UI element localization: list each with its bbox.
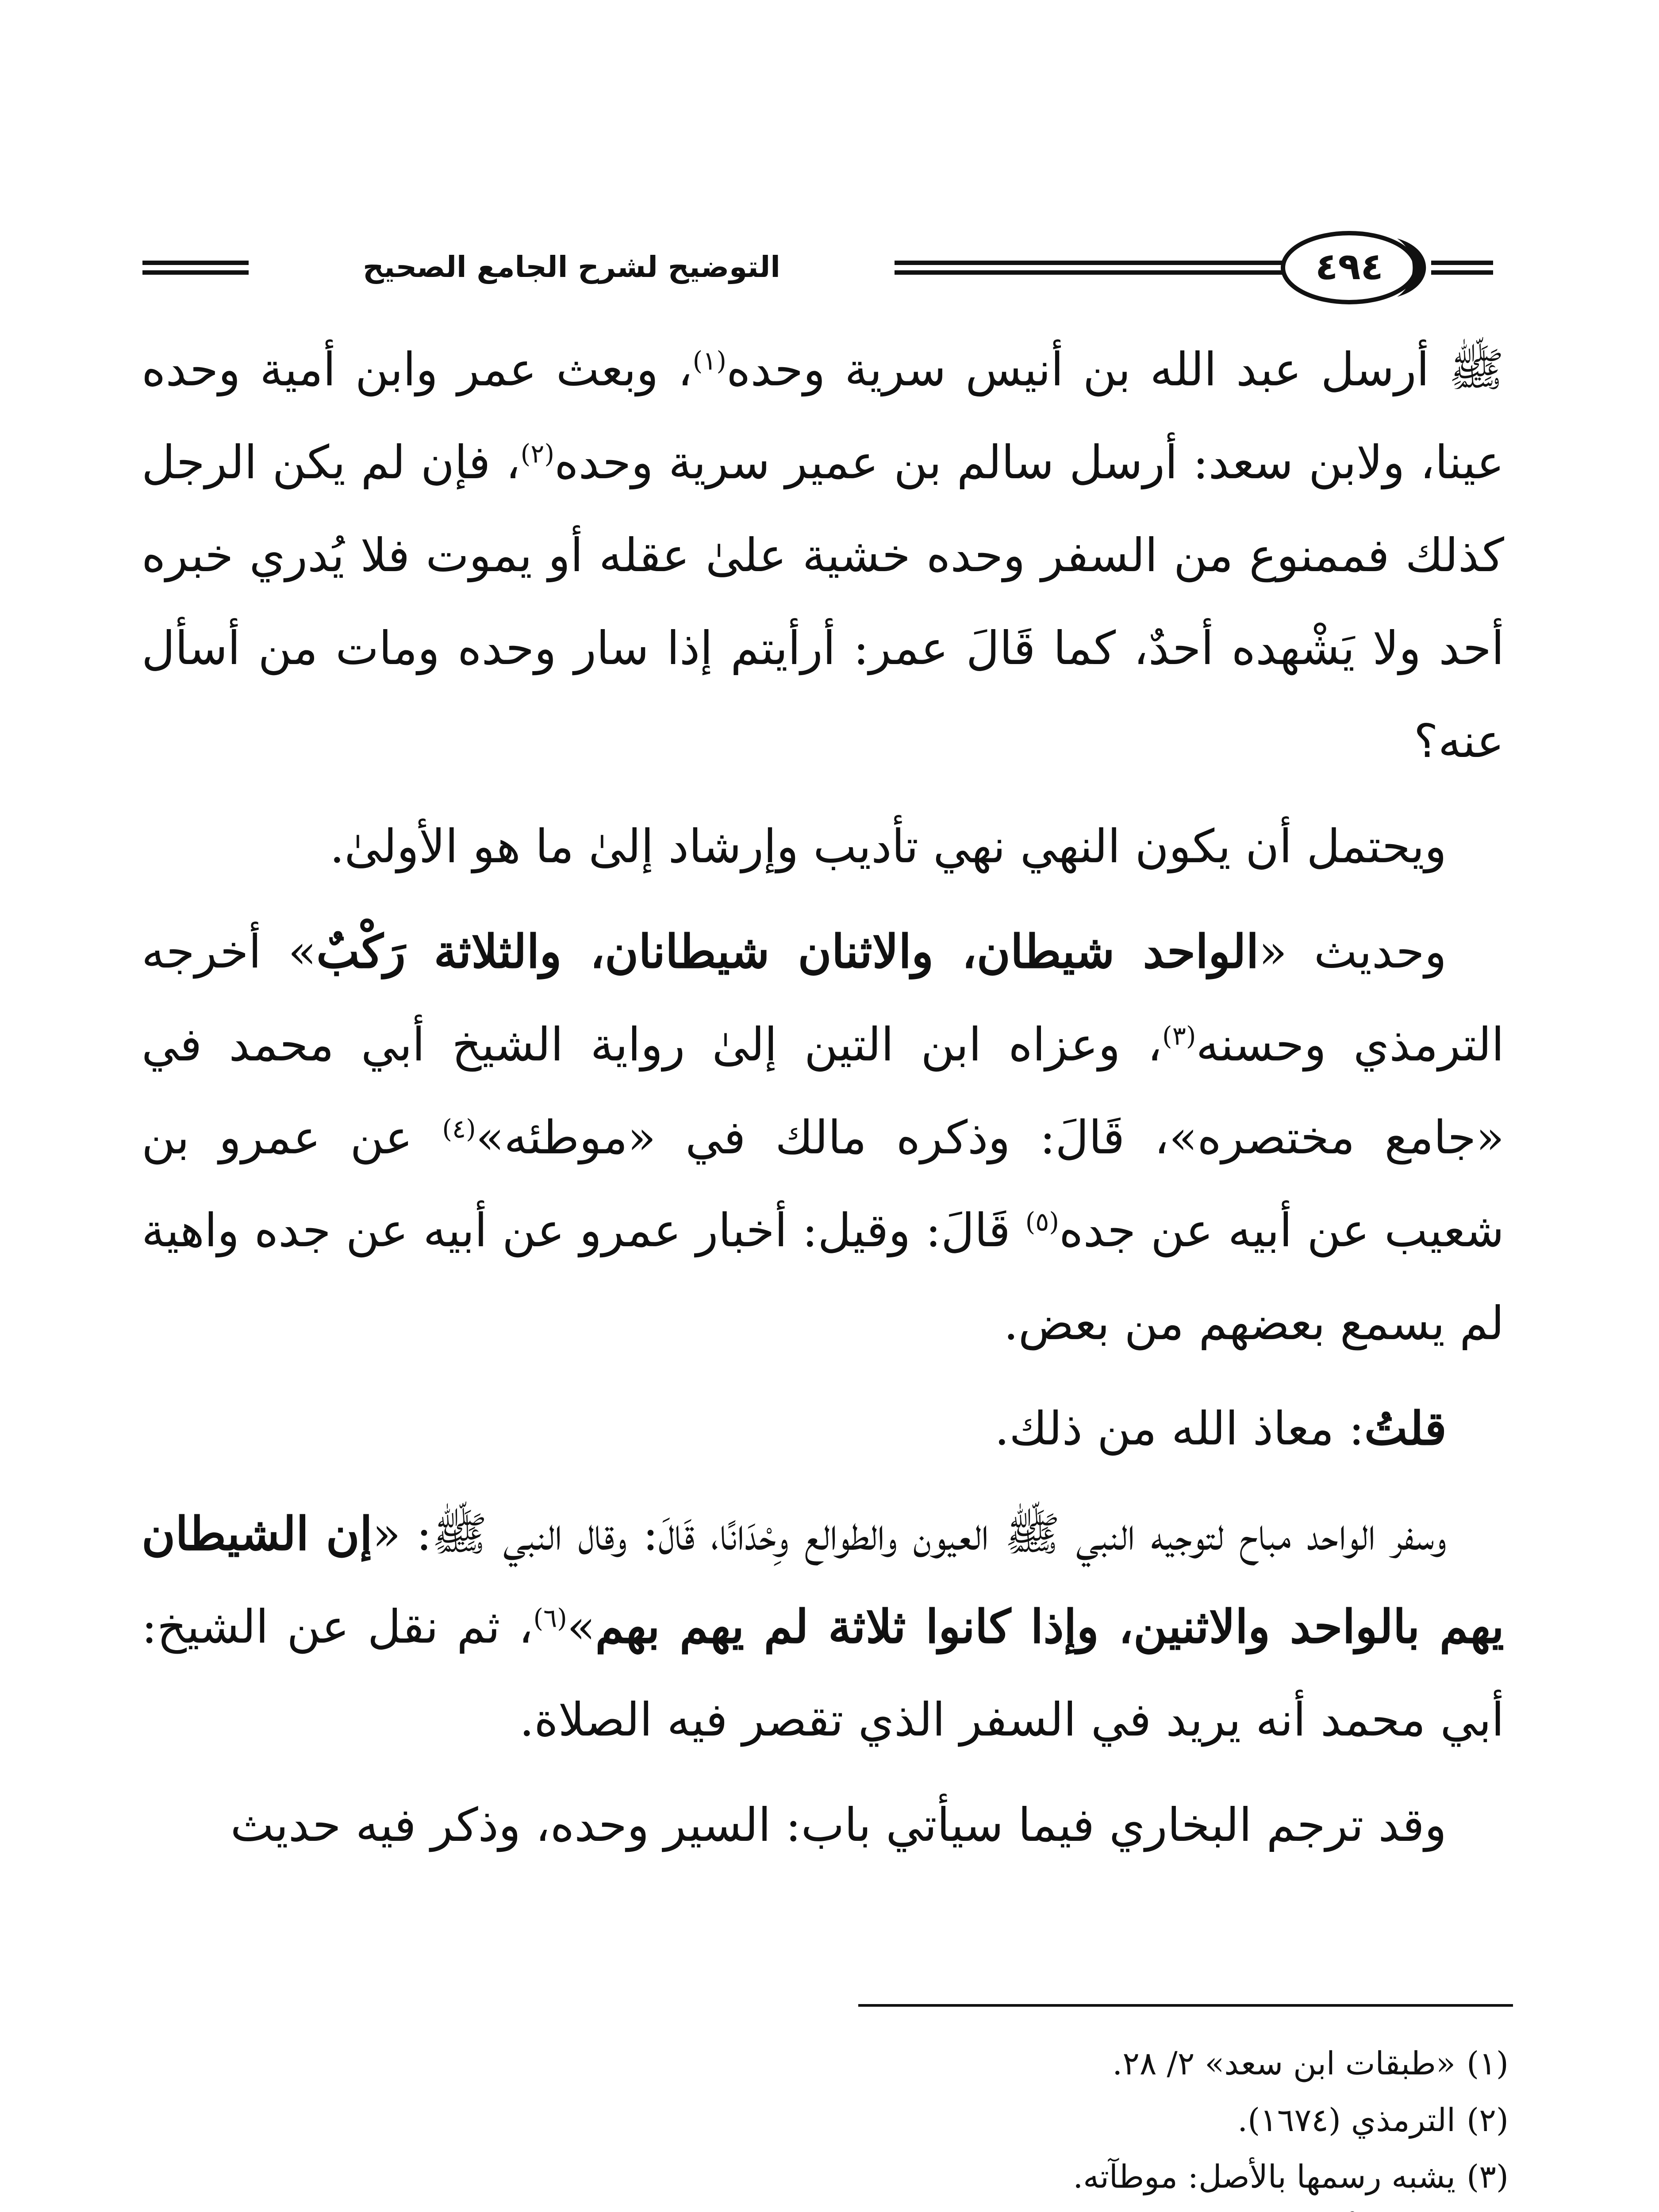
footnote-ref: (٤) (442, 1114, 476, 1144)
footnote-text: يشبه رسمها بالأصل: موطآته. (1073, 2158, 1455, 2195)
footnote-number (1455, 2205, 1509, 2212)
body-text (142, 323, 1504, 1871)
paragraph (142, 800, 1504, 893)
footnote-ref: (٥) (1025, 1206, 1060, 1237)
footnote-ref: (١) (692, 346, 727, 376)
text-run: وسفر الواحد مباح لتوجيه النبي ﷺ العيون والطوالع وِحْدَانًا، قَالَ: وقال النبي ﷺ: « (372, 1507, 1447, 1561)
footnote-ref: (٣) (1162, 1021, 1196, 1051)
text-run: : معاذ الله من ذلك. (995, 1402, 1364, 1455)
text-run: » (567, 1600, 595, 1654)
footnote-number: (٢) (1467, 2101, 1509, 2139)
running-header (133, 223, 1504, 312)
footnote (619, 2035, 1509, 2092)
footnote-number: (١) (1467, 2045, 1509, 2082)
text-run: قَالَ: وقيل: أخبار عمرو عن أبيه عن جده واهية لم يسمع بعضهم من بعض. (142, 1203, 1504, 1350)
text-run: ﷺ أرسل عبد الله بن أنيس سرية وحده (726, 342, 1504, 396)
hadith-quote: الواحد شيطان، والاثنان شيطانان، والثلاثة رَكْبٌ (316, 924, 1259, 979)
text-run: وقد ترجم البخاري فيما سيأتي باب: السير وحده، وذكر فيه حديث (230, 1798, 1447, 1852)
footnote-text: الترمذي (١٦٧٤). (1237, 2101, 1455, 2139)
footnote-ref: (٢) (520, 438, 555, 469)
text-run: ، ثم نقل عن الشيخ: أبي محمد أنه يريد في السفر الذي تقصر فيه الصلاة. (142, 1600, 1504, 1747)
page-number: ٤٩٤ (1315, 245, 1383, 288)
text-run: ، فإن لم يكن الرجل كذلك فممنوع من السفر وحده خشية علىٰ عقله أو يموت فلا يُدري خبره أحد ولا يَشْهده أحدٌ، كما قَالَ عمر: أرأيتم إذا سار وحده ومات من أسأل عنه؟ (142, 435, 1504, 768)
text-run: ويحتمل أن يكون النهي نهي تأديب وإرشاد إلىٰ ما هو الأولىٰ. (330, 819, 1447, 873)
footnote (619, 2148, 1509, 2205)
paragraph (142, 1487, 1504, 1766)
footnote-number: (٣) (1467, 2158, 1509, 2195)
footnote-text: «طبقات ابن سعد» ٢/ ٢٨. (1112, 2045, 1455, 2082)
paragraph (142, 1778, 1504, 1871)
text-run: وحديث « (1259, 925, 1447, 979)
footnote-ref: (٦) (533, 1603, 567, 1633)
paragraph (142, 1382, 1504, 1475)
emphasis-word: قلتُ (1364, 1401, 1447, 1455)
text-run: ، وبعث عمر وابن أمية وحده عينا، ولابن سعد: أرسل سالم بن عمير سرية وحده (142, 342, 1505, 489)
running-header-title: التوضيح لشرح الجامع الصحيح (363, 250, 780, 284)
text-run: عن عمرو بن شعيب عن أبيه عن جده (142, 1110, 1504, 1257)
footnote-separator (858, 2004, 1513, 2007)
footnote (619, 2205, 1509, 2212)
footnotes (619, 2035, 1509, 2212)
text-run: ، وعزاه ابن التين إلىٰ رواية الشيخ أبي محمد في «جامع مختصره»، قَالَ: وذكره مالك في «موطئه» (142, 1018, 1505, 1164)
hadith-quote: إن الشيطان يهم بالواحد والاثنين، وإذا كانوا ثلاثة لم يهم بهم (142, 1506, 1504, 1654)
footnote (619, 2092, 1509, 2148)
text-run: » أخرجه الترمذي وحسنه (142, 925, 1504, 1071)
paragraph (142, 323, 1504, 787)
paragraph (142, 905, 1504, 1370)
footnote-text (1149, 2205, 1455, 2212)
